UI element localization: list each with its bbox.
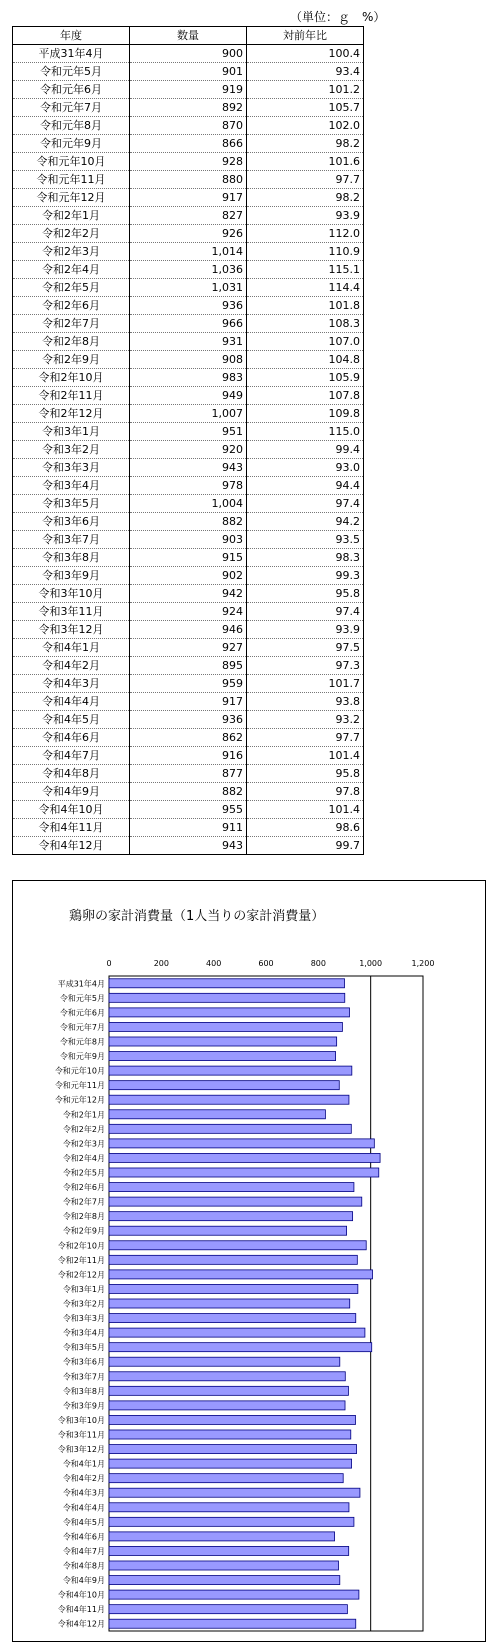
category-label: 令和2年9月 bbox=[62, 1226, 105, 1236]
bar bbox=[109, 1226, 347, 1235]
quantity-cell: 978 bbox=[130, 477, 247, 495]
category-label: 令和4年12月 bbox=[57, 1619, 105, 1629]
bar bbox=[109, 1081, 339, 1090]
bar bbox=[109, 1474, 343, 1483]
bar bbox=[109, 1430, 351, 1439]
category-label: 令和元年9月 bbox=[59, 1052, 105, 1062]
quantity-cell: 892 bbox=[130, 99, 247, 117]
table-row bbox=[13, 279, 364, 297]
period-cell: 令和2年10月 bbox=[13, 369, 130, 387]
table-row bbox=[13, 585, 364, 603]
quantity-cell: 900 bbox=[130, 45, 247, 63]
yoy-cell: 107.8 bbox=[247, 387, 364, 405]
category-label: 令和元年6月 bbox=[59, 1008, 105, 1018]
category-label: 令和2年5月 bbox=[62, 1168, 105, 1178]
yoy-cell: 115.0 bbox=[247, 423, 364, 441]
period-cell: 令和4年9月 bbox=[13, 783, 130, 801]
category-label: 令和元年12月 bbox=[54, 1095, 105, 1105]
quantity-cell: 916 bbox=[130, 747, 247, 765]
category-label: 令和3年4月 bbox=[62, 1328, 105, 1338]
quantity-cell: 983 bbox=[130, 369, 247, 387]
table-row bbox=[13, 387, 364, 405]
yoy-cell: 93.8 bbox=[247, 693, 364, 711]
period-cell: 令和2年2月 bbox=[13, 225, 130, 243]
period-cell: 令和2年8月 bbox=[13, 333, 130, 351]
category-label: 令和3年5月 bbox=[62, 1343, 105, 1353]
yoy-cell: 114.4 bbox=[247, 279, 364, 297]
table-row bbox=[13, 423, 364, 441]
category-label: 令和2年6月 bbox=[62, 1183, 105, 1193]
table-row bbox=[13, 549, 364, 567]
bar bbox=[109, 1372, 345, 1381]
yoy-cell: 101.4 bbox=[247, 801, 364, 819]
category-label: 令和3年8月 bbox=[62, 1386, 105, 1396]
yoy-cell: 93.4 bbox=[247, 63, 364, 81]
quantity-cell: 1,036 bbox=[130, 261, 247, 279]
category-label: 令和3年6月 bbox=[62, 1357, 105, 1367]
period-cell: 令和元年6月 bbox=[13, 81, 130, 99]
category-label: 令和4年4月 bbox=[62, 1503, 105, 1513]
quantity-cell: 949 bbox=[130, 387, 247, 405]
bar bbox=[109, 1284, 358, 1293]
bar bbox=[109, 1095, 349, 1104]
category-label: 令和元年10月 bbox=[54, 1066, 105, 1076]
bar bbox=[109, 1066, 352, 1075]
category-label: 令和3年2月 bbox=[62, 1299, 105, 1309]
bar bbox=[109, 1576, 340, 1585]
quantity-cell: 908 bbox=[130, 351, 247, 369]
period-cell: 令和2年6月 bbox=[13, 297, 130, 315]
category-label: 令和4年11月 bbox=[57, 1605, 105, 1615]
category-label: 令和2年2月 bbox=[62, 1124, 105, 1134]
table-header-row bbox=[13, 27, 364, 45]
quantity-cell: 919 bbox=[130, 81, 247, 99]
category-label: 令和3年12月 bbox=[57, 1445, 105, 1455]
quantity-cell: 862 bbox=[130, 729, 247, 747]
bar bbox=[109, 1401, 345, 1410]
bar bbox=[109, 1183, 354, 1192]
category-label: 令和2年7月 bbox=[62, 1197, 105, 1207]
period-cell: 令和3年2月 bbox=[13, 441, 130, 459]
bar bbox=[109, 1343, 372, 1352]
category-label: 令和2年3月 bbox=[62, 1139, 105, 1149]
yoy-cell: 97.7 bbox=[247, 729, 364, 747]
yoy-cell: 99.7 bbox=[247, 837, 364, 855]
quantity-cell: 895 bbox=[130, 657, 247, 675]
quantity-cell: 877 bbox=[130, 765, 247, 783]
table-row bbox=[13, 63, 364, 81]
bar bbox=[109, 1517, 354, 1526]
category-label: 令和4年2月 bbox=[62, 1474, 105, 1484]
period-cell: 令和元年5月 bbox=[13, 63, 130, 81]
period-cell: 令和3年6月 bbox=[13, 513, 130, 531]
yoy-cell: 93.9 bbox=[247, 207, 364, 225]
quantity-cell: 1,004 bbox=[130, 495, 247, 513]
table-row bbox=[13, 711, 364, 729]
yoy-cell: 101.8 bbox=[247, 297, 364, 315]
yoy-cell: 98.2 bbox=[247, 135, 364, 153]
period-cell: 令和4年6月 bbox=[13, 729, 130, 747]
table-row bbox=[13, 207, 364, 225]
yoy-cell: 93.5 bbox=[247, 531, 364, 549]
quantity-cell: 943 bbox=[130, 837, 247, 855]
period-cell: 令和4年10月 bbox=[13, 801, 130, 819]
bar bbox=[109, 1590, 359, 1599]
header-quantity: 数量 bbox=[130, 27, 247, 45]
period-cell: 令和2年1月 bbox=[13, 207, 130, 225]
unit-label: （単位：ｇ %） bbox=[290, 10, 386, 24]
period-cell: 令和元年9月 bbox=[13, 135, 130, 153]
bar bbox=[109, 1314, 356, 1323]
bar bbox=[109, 1532, 335, 1541]
yoy-cell: 94.4 bbox=[247, 477, 364, 495]
x-tick-label: 1,000 bbox=[359, 959, 383, 968]
table-row bbox=[13, 729, 364, 747]
bar bbox=[109, 1124, 351, 1133]
period-cell: 平成31年4月 bbox=[13, 45, 130, 63]
yoy-cell: 97.4 bbox=[247, 495, 364, 513]
bar bbox=[109, 1386, 348, 1395]
bar bbox=[109, 1052, 336, 1061]
bar bbox=[109, 1255, 357, 1264]
quantity-cell: 917 bbox=[130, 693, 247, 711]
table-row bbox=[13, 657, 364, 675]
period-cell: 令和4年2月 bbox=[13, 657, 130, 675]
table-row bbox=[13, 225, 364, 243]
quantity-cell: 1,014 bbox=[130, 243, 247, 261]
table-row bbox=[13, 189, 364, 207]
bar bbox=[109, 1139, 374, 1148]
table-row bbox=[13, 513, 364, 531]
bar bbox=[109, 1168, 379, 1177]
period-cell: 令和4年11月 bbox=[13, 819, 130, 837]
category-label: 令和3年10月 bbox=[57, 1415, 105, 1425]
yoy-cell: 94.2 bbox=[247, 513, 364, 531]
yoy-cell: 97.8 bbox=[247, 783, 364, 801]
category-label: 令和元年11月 bbox=[54, 1081, 105, 1091]
table-row bbox=[13, 441, 364, 459]
period-cell: 令和4年1月 bbox=[13, 639, 130, 657]
x-tick-label: 1,200 bbox=[411, 959, 435, 968]
table-row bbox=[13, 117, 364, 135]
yoy-cell: 101.2 bbox=[247, 81, 364, 99]
bar bbox=[109, 979, 345, 988]
period-cell: 令和元年8月 bbox=[13, 117, 130, 135]
table-row bbox=[13, 45, 364, 63]
period-cell: 令和2年11月 bbox=[13, 387, 130, 405]
x-tick-label: 400 bbox=[206, 959, 222, 968]
yoy-cell: 98.2 bbox=[247, 189, 364, 207]
table-row bbox=[13, 333, 364, 351]
period-cell: 令和元年10月 bbox=[13, 153, 130, 171]
x-tick-label: 600 bbox=[258, 959, 274, 968]
yoy-cell: 99.3 bbox=[247, 567, 364, 585]
quantity-cell: 946 bbox=[130, 621, 247, 639]
category-label: 令和4年7月 bbox=[62, 1546, 105, 1556]
period-cell: 令和4年4月 bbox=[13, 693, 130, 711]
quantity-cell: 955 bbox=[130, 801, 247, 819]
yoy-cell: 101.6 bbox=[247, 153, 364, 171]
period-cell: 令和元年7月 bbox=[13, 99, 130, 117]
category-label: 令和元年8月 bbox=[59, 1037, 105, 1047]
quantity-cell: 911 bbox=[130, 819, 247, 837]
yoy-cell: 97.4 bbox=[247, 603, 364, 621]
quantity-cell: 926 bbox=[130, 225, 247, 243]
chart-panel bbox=[12, 880, 486, 1642]
bar bbox=[109, 1197, 362, 1206]
bar bbox=[109, 1110, 325, 1119]
table-row bbox=[13, 135, 364, 153]
quantity-cell: 880 bbox=[130, 171, 247, 189]
yoy-cell: 95.8 bbox=[247, 585, 364, 603]
category-label: 令和3年1月 bbox=[62, 1284, 105, 1294]
table-row bbox=[13, 297, 364, 315]
bar bbox=[109, 1299, 350, 1308]
period-cell: 令和4年5月 bbox=[13, 711, 130, 729]
yoy-cell: 101.7 bbox=[247, 675, 364, 693]
quantity-cell: 959 bbox=[130, 675, 247, 693]
table-row bbox=[13, 81, 364, 99]
category-label: 令和2年8月 bbox=[62, 1212, 105, 1222]
table-row bbox=[13, 765, 364, 783]
data-table bbox=[12, 26, 364, 855]
quantity-cell: 902 bbox=[130, 567, 247, 585]
bar bbox=[109, 1008, 349, 1017]
x-tick-label: 800 bbox=[310, 959, 326, 968]
period-cell: 令和2年12月 bbox=[13, 405, 130, 423]
category-label: 令和元年5月 bbox=[59, 993, 105, 1003]
table-row bbox=[13, 153, 364, 171]
bar bbox=[109, 1561, 338, 1570]
yoy-cell: 93.0 bbox=[247, 459, 364, 477]
period-cell: 令和3年8月 bbox=[13, 549, 130, 567]
quantity-cell: 1,031 bbox=[130, 279, 247, 297]
bar bbox=[109, 1619, 356, 1628]
table-row bbox=[13, 243, 364, 261]
quantity-cell: 1,007 bbox=[130, 405, 247, 423]
category-label: 令和3年7月 bbox=[62, 1372, 105, 1382]
quantity-cell: 882 bbox=[130, 513, 247, 531]
table-row bbox=[13, 639, 364, 657]
bar-chart bbox=[13, 881, 485, 1641]
period-cell: 令和3年5月 bbox=[13, 495, 130, 513]
yoy-cell: 95.8 bbox=[247, 765, 364, 783]
quantity-cell: 882 bbox=[130, 783, 247, 801]
period-cell: 令和3年4月 bbox=[13, 477, 130, 495]
period-cell: 令和3年7月 bbox=[13, 531, 130, 549]
header-period: 年度 bbox=[13, 27, 130, 45]
quantity-cell: 927 bbox=[130, 639, 247, 657]
table-row bbox=[13, 531, 364, 549]
category-label: 令和3年11月 bbox=[57, 1430, 105, 1440]
yoy-cell: 102.0 bbox=[247, 117, 364, 135]
quantity-cell: 901 bbox=[130, 63, 247, 81]
table-row bbox=[13, 819, 364, 837]
table-row bbox=[13, 783, 364, 801]
quantity-cell: 942 bbox=[130, 585, 247, 603]
table-row bbox=[13, 567, 364, 585]
yoy-cell: 98.6 bbox=[247, 819, 364, 837]
quantity-cell: 917 bbox=[130, 189, 247, 207]
yoy-cell: 108.3 bbox=[247, 315, 364, 333]
period-cell: 令和2年5月 bbox=[13, 279, 130, 297]
table-row bbox=[13, 837, 364, 855]
category-label: 令和4年5月 bbox=[62, 1517, 105, 1527]
quantity-cell: 928 bbox=[130, 153, 247, 171]
quantity-cell: 915 bbox=[130, 549, 247, 567]
quantity-cell: 903 bbox=[130, 531, 247, 549]
header-yoy: 対前年比 bbox=[247, 27, 364, 45]
bar bbox=[109, 1328, 365, 1337]
quantity-cell: 870 bbox=[130, 117, 247, 135]
period-cell: 令和2年3月 bbox=[13, 243, 130, 261]
table-row bbox=[13, 459, 364, 477]
bar bbox=[109, 1503, 349, 1512]
bar bbox=[109, 1357, 340, 1366]
bar bbox=[109, 1415, 355, 1424]
quantity-cell: 951 bbox=[130, 423, 247, 441]
category-label: 令和4年3月 bbox=[62, 1488, 105, 1498]
quantity-cell: 966 bbox=[130, 315, 247, 333]
quantity-cell: 931 bbox=[130, 333, 247, 351]
category-label: 令和元年7月 bbox=[59, 1022, 105, 1032]
category-label: 令和2年12月 bbox=[57, 1270, 105, 1280]
period-cell: 令和3年9月 bbox=[13, 567, 130, 585]
bar bbox=[109, 1212, 353, 1221]
table-row bbox=[13, 405, 364, 423]
bar bbox=[109, 1270, 372, 1279]
chart-title: 鶏卵の家計消費量（1人当りの家計消費量） bbox=[69, 909, 325, 924]
table-row bbox=[13, 675, 364, 693]
period-cell: 令和元年12月 bbox=[13, 189, 130, 207]
yoy-cell: 100.4 bbox=[247, 45, 364, 63]
bar bbox=[109, 1605, 347, 1614]
yoy-cell: 105.7 bbox=[247, 99, 364, 117]
table-row bbox=[13, 261, 364, 279]
yoy-cell: 93.9 bbox=[247, 621, 364, 639]
period-cell: 令和4年7月 bbox=[13, 747, 130, 765]
yoy-cell: 93.2 bbox=[247, 711, 364, 729]
category-label: 令和2年1月 bbox=[62, 1110, 105, 1120]
yoy-cell: 101.4 bbox=[247, 747, 364, 765]
period-cell: 令和2年9月 bbox=[13, 351, 130, 369]
bar bbox=[109, 1037, 337, 1046]
quantity-cell: 827 bbox=[130, 207, 247, 225]
period-cell: 令和4年12月 bbox=[13, 837, 130, 855]
category-label: 令和2年4月 bbox=[62, 1153, 105, 1163]
bar bbox=[109, 1459, 352, 1468]
quantity-cell: 943 bbox=[130, 459, 247, 477]
yoy-cell: 99.4 bbox=[247, 441, 364, 459]
x-tick-label: 200 bbox=[153, 959, 169, 968]
table-row bbox=[13, 801, 364, 819]
yoy-cell: 104.8 bbox=[247, 351, 364, 369]
x-tick-label: 0 bbox=[106, 959, 112, 968]
yoy-cell: 109.8 bbox=[247, 405, 364, 423]
table-row bbox=[13, 621, 364, 639]
table-row bbox=[13, 477, 364, 495]
category-label: 令和4年10月 bbox=[57, 1590, 105, 1600]
yoy-cell: 110.9 bbox=[247, 243, 364, 261]
quantity-cell: 866 bbox=[130, 135, 247, 153]
category-label: 令和4年9月 bbox=[62, 1576, 105, 1586]
period-cell: 令和3年12月 bbox=[13, 621, 130, 639]
table-row bbox=[13, 369, 364, 387]
table-row bbox=[13, 603, 364, 621]
period-cell: 令和3年3月 bbox=[13, 459, 130, 477]
table-row bbox=[13, 747, 364, 765]
category-label: 平成31年4月 bbox=[57, 979, 105, 989]
table-row bbox=[13, 693, 364, 711]
table-row bbox=[13, 351, 364, 369]
period-cell: 令和3年11月 bbox=[13, 603, 130, 621]
category-label: 令和4年8月 bbox=[62, 1561, 105, 1571]
bar bbox=[109, 1546, 349, 1555]
table-row bbox=[13, 495, 364, 513]
table-row bbox=[13, 99, 364, 117]
period-cell: 令和4年3月 bbox=[13, 675, 130, 693]
category-label: 令和2年11月 bbox=[57, 1255, 105, 1265]
bar bbox=[109, 1445, 357, 1454]
yoy-cell: 97.7 bbox=[247, 171, 364, 189]
bar bbox=[109, 1153, 380, 1162]
yoy-cell: 115.1 bbox=[247, 261, 364, 279]
yoy-cell: 98.3 bbox=[247, 549, 364, 567]
period-cell: 令和2年7月 bbox=[13, 315, 130, 333]
quantity-cell: 920 bbox=[130, 441, 247, 459]
category-label: 令和4年1月 bbox=[62, 1459, 105, 1469]
bar bbox=[109, 1241, 366, 1250]
table-row bbox=[13, 315, 364, 333]
quantity-cell: 936 bbox=[130, 297, 247, 315]
category-label: 令和3年3月 bbox=[62, 1314, 105, 1324]
bar bbox=[109, 1022, 342, 1031]
yoy-cell: 107.0 bbox=[247, 333, 364, 351]
yoy-cell: 105.9 bbox=[247, 369, 364, 387]
period-cell: 令和元年11月 bbox=[13, 171, 130, 189]
yoy-cell: 97.3 bbox=[247, 657, 364, 675]
period-cell: 令和3年1月 bbox=[13, 423, 130, 441]
yoy-cell: 97.5 bbox=[247, 639, 364, 657]
bar bbox=[109, 993, 345, 1002]
category-label: 令和2年10月 bbox=[57, 1241, 105, 1251]
category-label: 令和3年9月 bbox=[62, 1401, 105, 1411]
yoy-cell: 112.0 bbox=[247, 225, 364, 243]
period-cell: 令和2年4月 bbox=[13, 261, 130, 279]
bar bbox=[109, 1488, 360, 1497]
category-label: 令和4年6月 bbox=[62, 1532, 105, 1542]
period-cell: 令和4年8月 bbox=[13, 765, 130, 783]
table-row bbox=[13, 171, 364, 189]
period-cell: 令和3年10月 bbox=[13, 585, 130, 603]
quantity-cell: 924 bbox=[130, 603, 247, 621]
quantity-cell: 936 bbox=[130, 711, 247, 729]
